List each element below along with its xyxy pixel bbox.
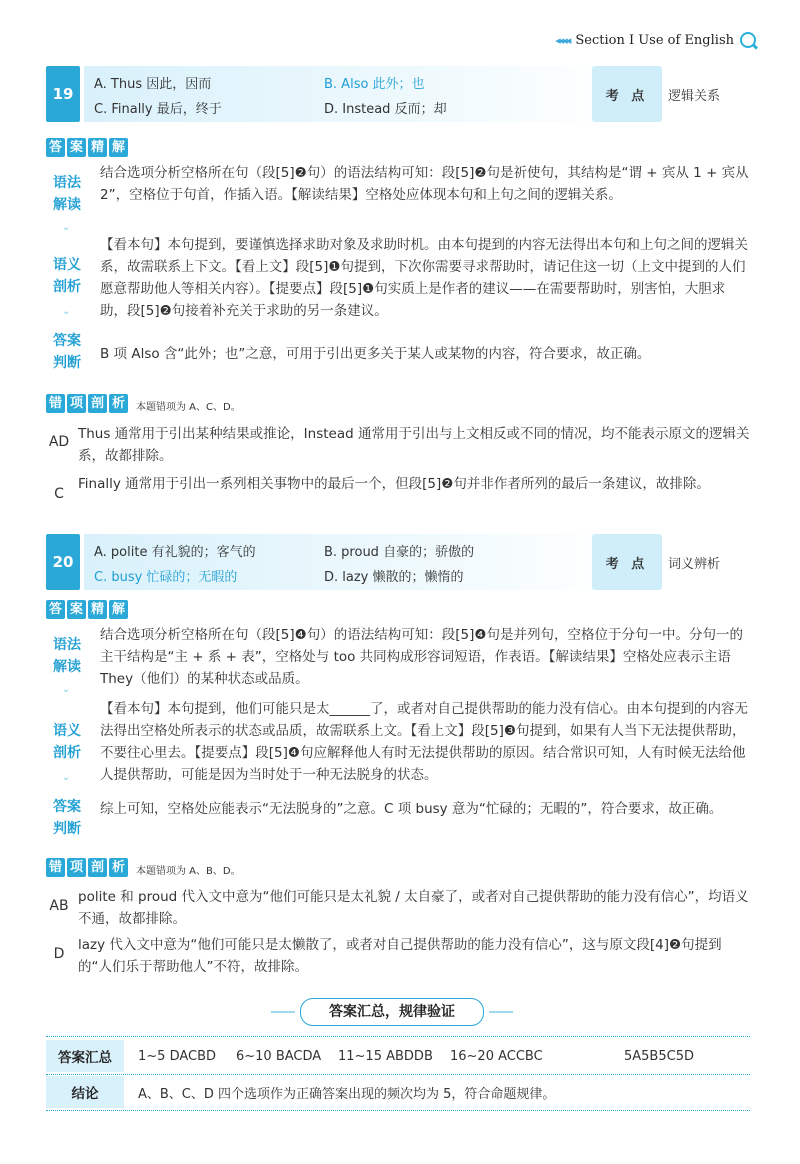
chevron-down-icon: ⌄	[62, 222, 71, 233]
section-title: Section I Use of English	[575, 32, 734, 48]
wrong-options-label: 错 项 剖 析	[46, 858, 128, 877]
tag-grammar: 语法 解读	[53, 175, 81, 213]
tag-semantic: 语义 剖析	[53, 723, 81, 761]
wrong-text-c: Finally 通常用于引出一系列相关事物中的最后一个，但段[5]❷句并非作者所列的最后一条建议，故排除。	[78, 476, 710, 492]
conclusion-text: A、B、C、D 四个选项作为正确答案出现的频次均为 5，符合命题规律。	[138, 1086, 556, 1102]
search-q-icon	[740, 32, 756, 48]
option-a: A. Thus 因此，因而	[94, 77, 212, 92]
option-b-correct: B. Also 此外；也	[324, 77, 425, 92]
wrong-text-ad: Thus 通常用于引出某种结果或推论，Instead 通常用于引出与上文相反或不同的情况，均不能表示原文的逻辑关系，故都排除。	[78, 426, 750, 464]
wrong-options-note: 本题错项为 A、B、D。	[136, 866, 241, 877]
wrong-text-d: lazy 代入文中意为“他们可能只是太懒散了，或者对自己提供帮助的能力没有信心”，这与原文段[4]❷句提到的“人们乐于帮助他人”不符，故排除。	[78, 937, 722, 975]
q20-grammar-text: 结合选项分析空格所在句（段[5]❹句）的语法结构可知：段[5]❹句是并列句，空格位于分句一中。分句一的主干结构是“主 + 系 + 表”，空格处与 too 共同构成形容词短语，作表语。【解读结果】空格处应表示主语 They（他们）的某种状态或品质。	[100, 627, 743, 687]
option-d: D. lazy 懒散的；懒惰的	[324, 570, 464, 585]
q19-semantic-text: 【看本句】本句提到，要谨慎选择求助对象及求助时机。由本句提到的内容无法得出本句和上句之间的逻辑关系，故需联系上下文。【看上文】段[5]❶句提到，下次你需要寻求帮助时，请记住这一切（上文中提到的人们愿意帮助他人等相关内容）。【提要点】段[5]❶句实质上是作者的建议——在需要帮助时，别害怕，大胆求助，段[5]❷句接着补充关于求助的另一条建议。	[100, 237, 748, 319]
q19-judgement-text: B 项 Also 含“此外；也”之意，可用于引出更多关于某人或某物的内容，符合要求，故正确。	[100, 346, 651, 362]
kaodian-value: 词义辨析	[668, 556, 721, 572]
chevron-down-icon: ⌄	[62, 772, 71, 783]
option-a: A. polite 有礼貌的；客气的	[94, 545, 256, 560]
question-19-band	[46, 66, 750, 122]
divider	[46, 1074, 750, 1075]
tag-grammar: 语法 解读	[53, 637, 81, 675]
wrong-options-label: 错 项 剖 析	[46, 394, 128, 413]
conclusion-label: 结论	[46, 1076, 124, 1108]
tag-semantic: 语义 剖析	[53, 257, 81, 295]
question-number: 20	[46, 534, 80, 590]
wrong-tag-ab: AB	[49, 898, 69, 914]
wrong-text-ab: polite 和 proud 代入文中意为“他们可能只是太礼貌 / 太自豪了，或者对自己提供帮助的能力没有信心”，均语义不通，故都排除。	[78, 889, 749, 927]
wrong-options-note: 本题错项为 A、C、D。	[136, 402, 241, 413]
answers-11-15: 11~15 ABDDB	[338, 1048, 433, 1064]
answers-1-5: 1~5 DACBD	[138, 1048, 217, 1064]
option-b: B. proud 自豪的；骄傲的	[324, 545, 475, 560]
question-20-band	[46, 534, 750, 590]
answers-6-10: 6~10 BACDA	[236, 1048, 322, 1064]
answer-summary-label: 答案汇总	[46, 1040, 124, 1072]
divider	[46, 1036, 750, 1037]
answers-16-20: 16~20 ACCBC	[450, 1048, 543, 1064]
kaodian-label: 考 点	[592, 534, 662, 590]
answer-summary-row	[46, 1040, 750, 1072]
wrong-tag-c: C	[54, 486, 64, 502]
conclusion-row	[46, 1076, 750, 1108]
tag-judgement: 答案 判断	[53, 333, 81, 371]
tag-judgement: 答案 判断	[53, 799, 81, 837]
q20-judgement-text: 综上可知，空格处应能表示“无法脱身的”之意。C 项 busy 意为“忙碌的；无暇的”，符合要求，故正确。	[100, 801, 723, 817]
arrows-icon: ◂◂◂◂	[555, 33, 570, 47]
option-c-correct: C. busy 忙碌的；无暇的	[94, 570, 238, 585]
wrong-tag-ad: AD	[48, 434, 70, 450]
chevron-down-icon: ⌄	[62, 306, 71, 317]
option-c: C. Finally 最后，终于	[94, 102, 222, 117]
summary-title: 答案汇总，规律验证	[300, 998, 484, 1026]
wrong-tag-d: D	[53, 946, 65, 962]
q20-semantic-text: 【看本句】本句提到，他们可能只是太______了，或者对自己提供帮助的能力没有信心。由本句提到的内容无法得出空格处所表示的状态或品质，故需联系上文。【看上文】段[5]❸句提到，如果有人当下无法提供帮助，不要往心里去。【提要点】段[5]❹句应解释他人有时无法提供帮助的原因。结合常识可知，人有时候无法给他人提供帮助，可能是因为当时处于一种无法脱身的状态。	[100, 701, 748, 783]
question-number: 19	[46, 66, 80, 122]
answer-explanation-label: 答 案 精 解	[46, 600, 128, 619]
option-d: D. Instead 反而；却	[324, 102, 447, 117]
answer-explanation-label: 答 案 精 解	[46, 138, 128, 157]
page-header	[555, 32, 756, 48]
chevron-down-icon: ⌄	[62, 684, 71, 695]
divider	[46, 1110, 750, 1111]
q19-grammar-text: 结合选项分析空格所在句（段[5]❷句）的语法结构可知：段[5]❷句是祈使句，其结构是“谓 + 宾从 1 + 宾从 2”，空格位于句首，作插入语。【解读结果】空格处应体现本句和上句之间的逻辑关系。	[100, 165, 749, 203]
answer-count: 5A5B5C5D	[624, 1048, 694, 1064]
kaodian-label: 考 点	[592, 66, 662, 122]
kaodian-value: 逻辑关系	[668, 88, 721, 104]
